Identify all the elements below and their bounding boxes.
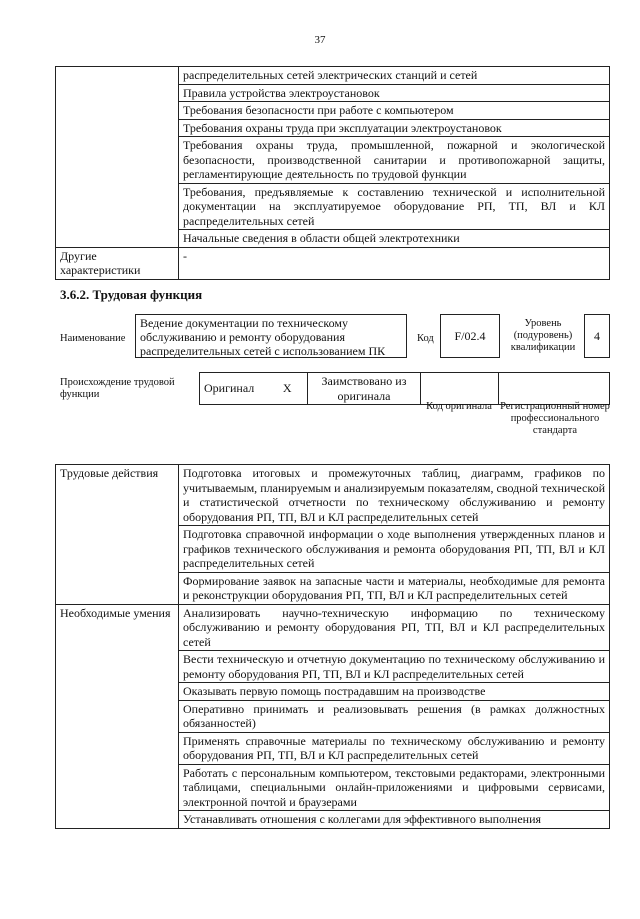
skills-label: Необходимые умения bbox=[56, 604, 179, 828]
knowledge-row: Начальные сведения в области общей электротехники bbox=[179, 230, 610, 248]
labor-action-item: Подготовка справочной информации о ходе выполнения утвержденных планов и графиков технического обслуживания и ремонта оборудования РП, ТП, ВЛ и КЛ распределительных сетей bbox=[179, 526, 610, 573]
knowledge-row: Требования безопасности при работе с компьютером bbox=[179, 102, 610, 120]
knowledge-row: распределительных сетей электрических станций и сетей bbox=[179, 67, 610, 85]
empty-label-cell bbox=[56, 67, 179, 248]
code-original-caption: Код оригинала bbox=[426, 401, 492, 412]
function-code-box: F/02.4 bbox=[440, 314, 500, 358]
origin-label: Происхождение трудовой функции bbox=[60, 377, 175, 400]
knowledge-row: Требования, предъявляемые к составлению технической и исполнительной документации на эксплуатируемое оборудование РП, ТП, ВЛ и КЛ распределительных сетей bbox=[179, 183, 610, 230]
knowledge-row: Требования охраны труда при эксплуатации электроустановок bbox=[179, 119, 610, 137]
registration-number-cell bbox=[499, 373, 610, 405]
skill-item: Устанавливать отношения с коллегами для эффективного выполнения bbox=[179, 811, 610, 829]
knowledge-row: Требования охраны труда, промышленной, пожарной и экологической безопасности, производственной санитарии и противопожарной защиты, регламентирующие деятельность по трудовой функции bbox=[179, 137, 610, 184]
knowledge-table bbox=[55, 66, 610, 280]
knowledge-row: Правила устройства электроустановок bbox=[179, 84, 610, 102]
skill-item: Анализировать научно-техническую информацию по техническому обслуживанию и ремонту оборудования РП, ТП, ВЛ и КЛ распределительных сетей bbox=[179, 604, 610, 651]
skill-item: Работать с персональным компьютером, текстовыми редакторами, электронными таблицами, специальными онлайн-приложениями и цифровыми сервисами, электронной почтой и браузерами bbox=[179, 764, 610, 811]
code-label: Код bbox=[417, 333, 434, 344]
skill-item: Вести техническую и отчетную документацию по техническому обслуживанию и ремонту оборудования РП, ТП, ВЛ и КЛ распределительных сетей bbox=[179, 651, 610, 683]
original-label: Оригинал bbox=[200, 373, 268, 405]
function-name-box: Ведение документации по техническому обслуживанию и ремонту оборудования распределительных сетей с использованием ПК bbox=[135, 314, 407, 358]
main-table bbox=[55, 464, 610, 829]
labor-action-item: Формирование заявок на запасные части и материалы, необходимые для ремонта и реконструкции оборудования РП, ТП, ВЛ и КЛ распределительных сетей bbox=[179, 572, 610, 604]
labor-actions-label: Трудовые действия bbox=[56, 465, 179, 605]
name-label: Наименование bbox=[60, 333, 126, 344]
borrowed-label: Заимствовано из оригинала bbox=[308, 373, 421, 405]
other-characteristics-value: - bbox=[179, 247, 610, 279]
original-mark: X bbox=[268, 373, 308, 405]
page-number: 37 bbox=[314, 34, 326, 46]
other-characteristics-label: Другие характеристики bbox=[56, 247, 179, 279]
skill-item: Оказывать первую помощь пострадавшим на производстве bbox=[179, 683, 610, 701]
labor-action-item: Подготовка итоговых и промежуточных таблиц, диаграмм, графиков по учитываемым, планируемым и анализируемым показателям, сводной технической и статистической отчетности по техническому обслуживанию и ремонту оборудования РП, ТП, ВЛ и КЛ распределительных сетей bbox=[179, 465, 610, 526]
registration-caption: Регистрационный номер профессионального стандарта bbox=[500, 401, 610, 436]
skill-item: Оперативно принимать и реализовывать решения (в рамках должностных обязанностей) bbox=[179, 700, 610, 732]
level-value-box: 4 bbox=[584, 314, 610, 358]
level-label: Уровень (подуровень) квалификации bbox=[510, 318, 576, 353]
skill-item: Применять справочные материалы по техническому обслуживанию и ремонту оборудования РП, ТП, ВЛ и КЛ распределительных сетей bbox=[179, 732, 610, 764]
original-code-cell bbox=[421, 373, 499, 405]
section-heading: 3.6.2. Трудовая функция bbox=[60, 287, 203, 302]
